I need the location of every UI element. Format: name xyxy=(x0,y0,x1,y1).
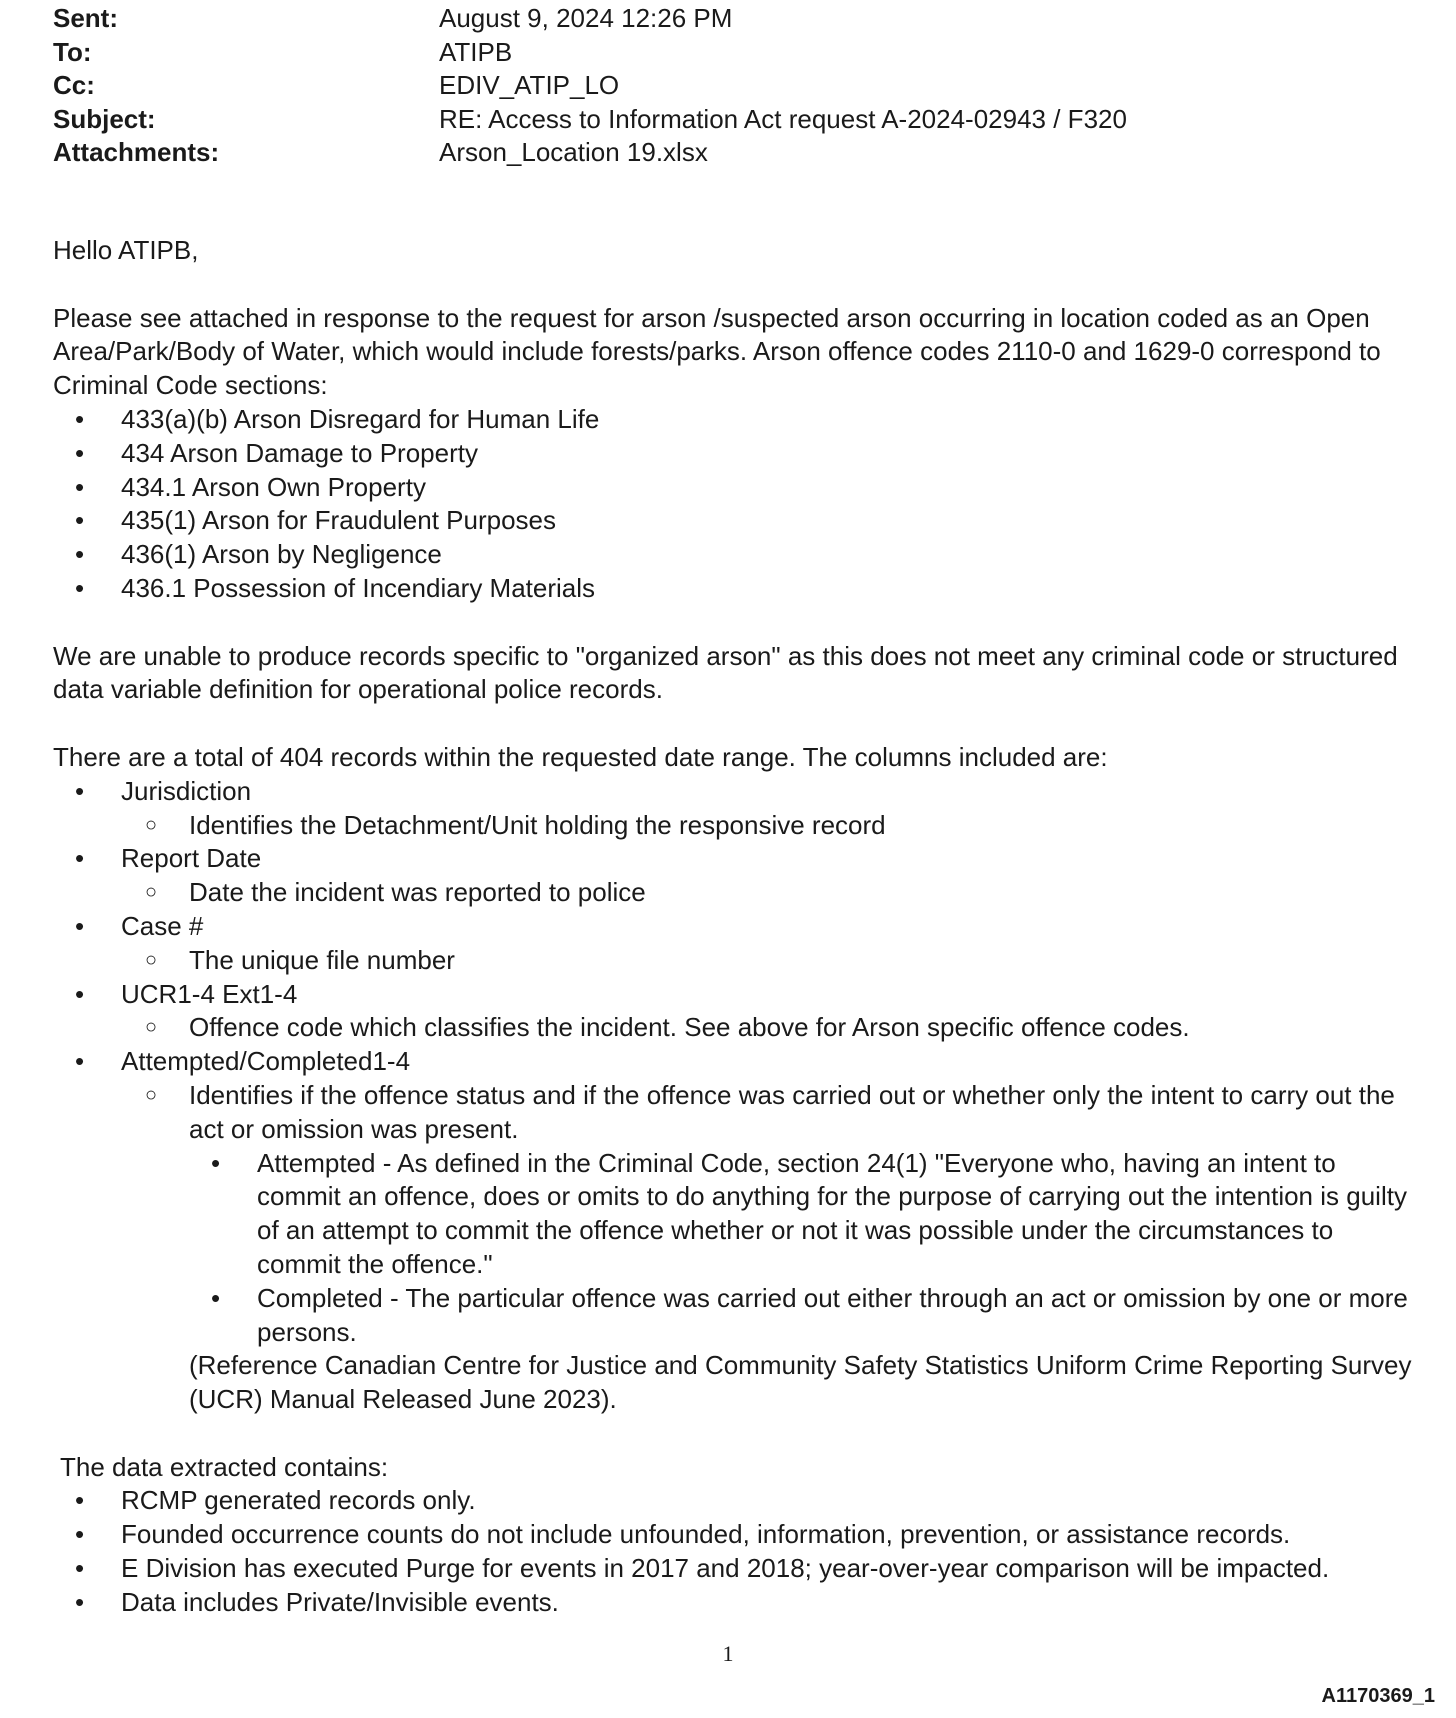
greeting: Hello ATIPB, xyxy=(53,235,199,265)
list-item: • 435(1) Arson for Fraudulent Purposes xyxy=(53,504,1423,538)
list-item: • 436(1) Arson by Negligence xyxy=(53,538,1423,572)
document-id: A1170369_1 xyxy=(1321,1685,1435,1707)
column-item-attempted-completed xyxy=(53,1045,1423,1417)
subject-value: RE: Access to Information Act request A-2024-02943 / F320 xyxy=(439,103,1127,134)
intro-paragraph: Please see attached in response to the request for arson /suspected arson occurring in location coded as an Open Area/Park/Body of Water, which would include forests/parks. Arson offence codes 2110-0 and 1629-0 correspond to Criminal Code sections: xyxy=(53,302,1381,401)
column-description-text: Identifies if the offence status and if the offence was carried out or whether only the intent to carry out the act or omission was present. xyxy=(189,1079,1395,1144)
header-attachments-row xyxy=(53,136,1403,170)
column-description: ○ Date the incident was reported to police xyxy=(121,876,1423,910)
list-item: • Founded occurrence counts do not include unfounded, information, prevention, or assistance records. xyxy=(53,1518,1423,1552)
list-item: • 433(a)(b) Arson Disregard for Human Life xyxy=(53,403,1423,437)
subject-label: Subject: xyxy=(53,103,156,134)
column-name: Report Date xyxy=(121,843,262,874)
column-description: ○ Offence code which classifies the incident. See above for Arson specific offence codes. xyxy=(121,1011,1423,1045)
attachment-file-link[interactable]: Arson_Location 19.xlsx xyxy=(439,137,708,168)
list-item: • 434.1 Arson Own Property xyxy=(53,471,1423,505)
criminal-code-sections-list xyxy=(53,403,1423,606)
column-item-ucr xyxy=(53,978,1423,1046)
cc-value: EDIV_ATIP_LO xyxy=(439,70,620,101)
column-description: ○ Identifies the Detachment/Unit holding the responsive record xyxy=(121,809,1423,843)
sent-value: August 9, 2024 12:26 PM xyxy=(439,3,733,34)
to-label: To: xyxy=(53,36,92,67)
header-sent-row xyxy=(53,2,1403,36)
columns-list xyxy=(53,775,1423,1417)
sent-label: Sent: xyxy=(53,3,118,34)
attachments-label: Attachments: xyxy=(53,137,220,168)
column-item-report-date xyxy=(53,842,1423,910)
records-intro: There are a total of 404 records within the requested date range. The columns included are: xyxy=(53,741,1108,772)
email-body xyxy=(53,234,1423,1620)
column-description xyxy=(121,1079,1423,1417)
list-item: • Data includes Private/Invisible events. xyxy=(53,1586,1423,1620)
column-name: UCR1-4 Ext1-4 xyxy=(121,978,298,1009)
attempted-definition: • Attempted - As defined in the Criminal Code, section 24(1) "Everyone who, having an intent to commit an offence, does or omits to do anything for the purpose of carrying out the intention is guilty of an attempt to commit the offence whether or not it was possible under the circumstances to commit the offence." xyxy=(189,1147,1423,1282)
header-subject-row xyxy=(53,103,1403,137)
page-number: 1 xyxy=(722,1641,734,1666)
email-header xyxy=(53,2,1403,170)
to-value: ATIPB xyxy=(439,36,513,67)
data-points-list xyxy=(53,1484,1423,1619)
cc-label: Cc: xyxy=(53,70,95,101)
list-item: • RCMP generated records only. xyxy=(53,1484,1423,1518)
completed-definition: • Completed - The particular offence was carried out either through an act or omission by one or more persons. xyxy=(189,1282,1423,1350)
column-description: ○ The unique file number xyxy=(121,944,1423,978)
organized-arson-note: We are unable to produce records specific to "organized arson" as this does not meet any criminal code or structured data variable definition for operational police records. xyxy=(53,640,1398,705)
data-intro: The data extracted contains: xyxy=(60,1451,389,1482)
list-item: • 436.1 Possession of Incendiary Materials xyxy=(53,572,1423,606)
column-name: Case # xyxy=(121,910,204,941)
column-name: Jurisdiction xyxy=(121,775,252,806)
header-cc-row xyxy=(53,69,1403,103)
column-item-jurisdiction xyxy=(53,775,1423,843)
column-name: Attempted/Completed1-4 xyxy=(121,1046,411,1077)
header-to-row xyxy=(53,36,1403,70)
list-item: • E Division has executed Purge for events in 2017 and 2018; year-over-year comparison will be impacted. xyxy=(53,1552,1423,1586)
column-item-case-number xyxy=(53,910,1423,978)
reference-note: (Reference Canadian Centre for Justice and Community Safety Statistics Uniform Crime Reporting Survey (UCR) Manual Released June 2023). xyxy=(189,1350,1412,1415)
list-item: • 434 Arson Damage to Property xyxy=(53,437,1423,471)
